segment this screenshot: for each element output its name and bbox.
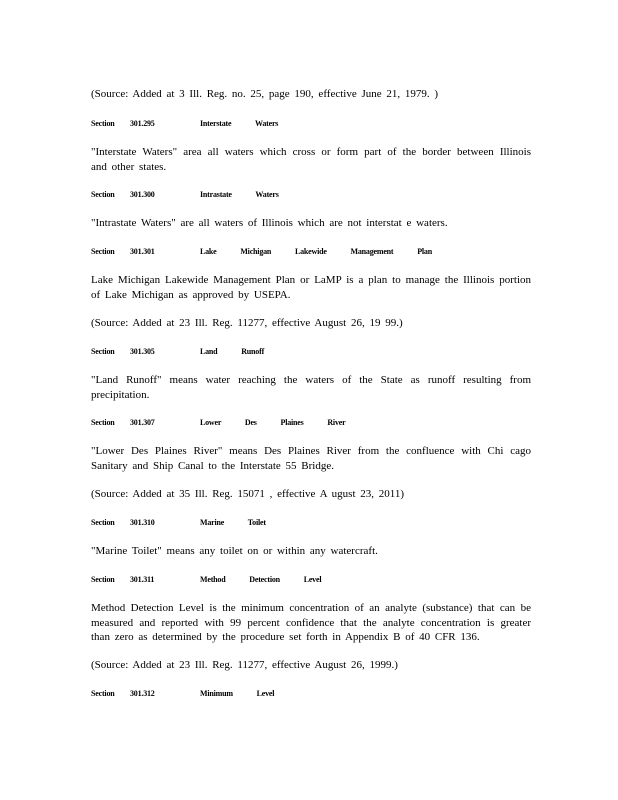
section-word: Section bbox=[91, 418, 115, 427]
section-title: Intrastate Waters bbox=[200, 190, 279, 199]
section-title: Lake Michigan Lakewide Management Plan bbox=[200, 247, 432, 256]
section-number: 301.295 bbox=[130, 119, 155, 128]
section-word: Section bbox=[91, 119, 115, 128]
section-title: Minimum Level bbox=[200, 689, 275, 698]
section-text-301-295: "Interstate Waters" area all waters which cross or form part of the border between Illinois and other states. bbox=[91, 146, 531, 173]
section-title: Lower Des Plaines River bbox=[200, 418, 346, 427]
section-number: 301.300 bbox=[130, 190, 155, 199]
section-title: Land Runoff bbox=[200, 347, 265, 356]
section-heading-301-305 bbox=[91, 347, 531, 357]
source-note: (Source: Added at 35 Ill. Reg. 15071 , effective A ugust 23, 2011) bbox=[91, 488, 405, 500]
section-text-301-305: "Land Runoff" means water reaching the waters of the State as runoff resulting from precipitation. bbox=[91, 374, 531, 401]
section-number: 301.310 bbox=[130, 518, 155, 527]
section-title: Interstate Waters bbox=[200, 119, 279, 128]
section-word: Section bbox=[91, 689, 115, 698]
source-note: (Source: Added at 23 Ill. Reg. 11277, effective August 26, 1999.) bbox=[91, 659, 398, 671]
section-number: 301.301 bbox=[130, 247, 155, 256]
source-note-top: (Source: Added at 3 Ill. Reg. no. 25, page 190, effective June 21, 1979. ) bbox=[91, 88, 439, 100]
section-number: 301.312 bbox=[130, 689, 155, 698]
section-word: Section bbox=[91, 518, 115, 527]
section-word: Section bbox=[91, 575, 115, 584]
section-heading-301-312 bbox=[91, 689, 531, 699]
section-text-301-311: Method Detection Level is the minimum concentration of an analyte (substance) that can be measured and reported with 99 percent confidence that the analyte concentration is greater than zero as determined by the procedure set forth in Appendix B of 40 CFR 136. bbox=[91, 602, 531, 643]
section-text-301-300: "Intrastate Waters" are all waters of Illinois which are not interstat e waters. bbox=[91, 217, 448, 229]
section-heading-301-295 bbox=[91, 119, 531, 129]
section-heading-301-301 bbox=[91, 247, 531, 257]
section-word: Section bbox=[91, 190, 115, 199]
section-heading-301-300 bbox=[91, 190, 531, 200]
section-heading-301-307 bbox=[91, 418, 531, 428]
section-number: 301.305 bbox=[130, 347, 155, 356]
section-word: Section bbox=[91, 347, 115, 356]
section-heading-301-310 bbox=[91, 518, 531, 528]
section-text-301-307: "Lower Des Plaines River" means Des Plaines River from the confluence with Chi cago Sanitary and Ship Canal to the Interstate 55 Bridge. bbox=[91, 445, 531, 472]
section-title: Marine Toilet bbox=[200, 518, 266, 527]
section-text-301-310: "Marine Toilet" means any toilet on or within any watercraft. bbox=[91, 545, 378, 557]
section-title: Method Detection Level bbox=[200, 575, 322, 584]
section-number: 301.307 bbox=[130, 418, 155, 427]
section-text-301-301: Lake Michigan Lakewide Management Plan or LaMP is a plan to manage the Illinois portion of Lake Michigan as approved by USEPA. bbox=[91, 274, 531, 301]
source-note: (Source: Added at 23 Ill. Reg. 11277, effective August 26, 19 99.) bbox=[91, 317, 403, 329]
section-heading-301-311 bbox=[91, 575, 531, 585]
section-word: Section bbox=[91, 247, 115, 256]
section-number: 301.311 bbox=[130, 575, 155, 584]
